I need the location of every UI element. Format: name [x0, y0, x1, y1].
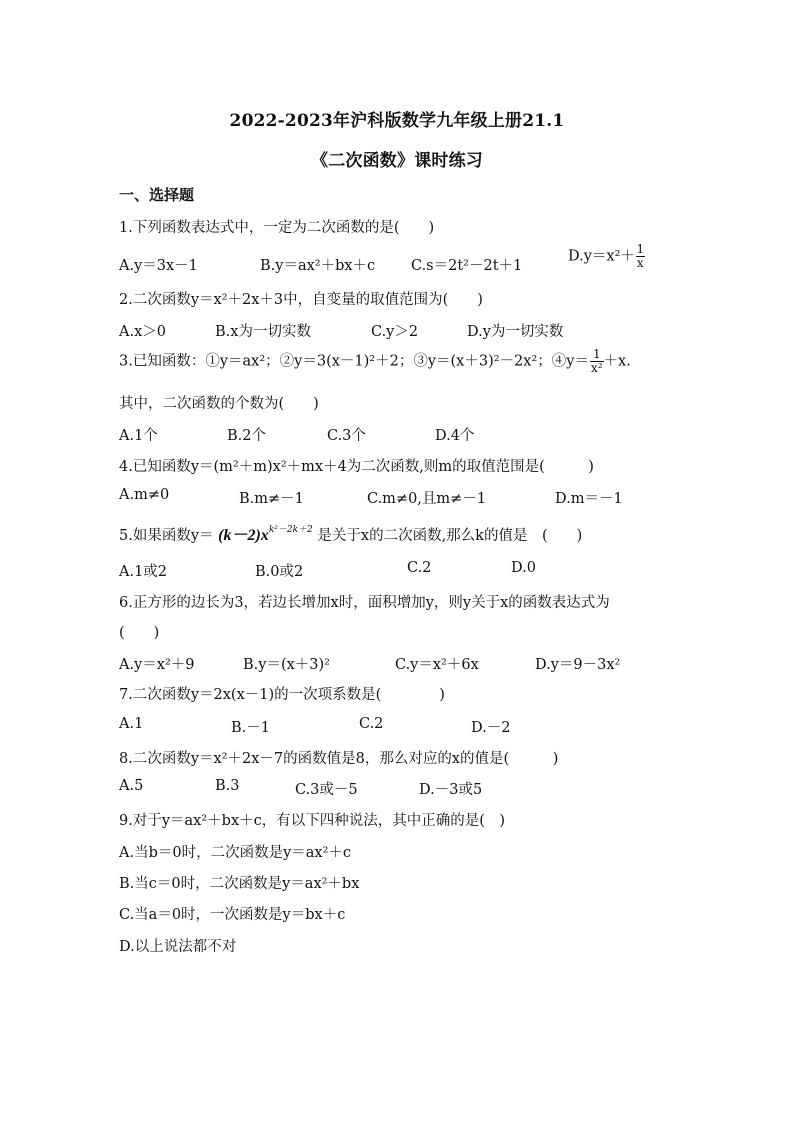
- question-4-option-a: A.m≠0: [119, 487, 170, 503]
- fraction-denominator: x: [636, 256, 644, 270]
- document-title-line2: 《二次函数》课时练习: [311, 151, 483, 171]
- question-3-stem: [119, 348, 631, 375]
- question-3-option-d: D.4个: [435, 428, 475, 444]
- question-5-option-d: D.0: [511, 560, 536, 576]
- question-1-option-c: C.s＝2t²－2t＋1: [411, 258, 523, 274]
- fraction-numerator: 1: [592, 347, 601, 361]
- question-8-option-d: D.－3或5: [419, 782, 483, 798]
- fraction: [590, 348, 604, 375]
- question-5-option-a: A.1或2: [119, 564, 168, 580]
- question-4-option-d: D.m＝－1: [555, 491, 623, 507]
- question-3-stem-prefix: 3.已知函数：①y＝ax²；②y＝3(x－1)²＋2；③y＝(x＋3)²－2x²；④y＝: [119, 353, 589, 370]
- question-6-stem-line2: ( ): [119, 625, 160, 641]
- question-5-stem-suffix: 是关于x的二次函数,那么k的值是 ( ): [317, 528, 583, 544]
- question-2-option-a: A.x＞0: [119, 324, 166, 340]
- question-9-option-b: B.当c＝0时，二次函数是y＝ax²＋bx: [119, 876, 360, 892]
- question-7-option-c: C.2: [359, 716, 384, 732]
- question-2-option-c: C.y＞2: [371, 324, 419, 340]
- question-9-option-a: A.当b＝0时，二次函数是y＝ax²＋c: [119, 845, 352, 861]
- question-9-option-c: C.当a＝0时，一次函数是y＝bx＋c: [119, 907, 346, 923]
- question-7-option-b: B.－1: [231, 720, 270, 736]
- question-6-stem: 6.正方形的边长为3，若边长增加x时，面积增加y，则y关于x的函数表达式为: [119, 595, 610, 611]
- question-5-stem: [119, 522, 582, 545]
- question-6-option-d: D.y＝9－3x²: [535, 657, 621, 673]
- question-1-stem: 1.下列函数表达式中，一定为二次函数的是( ): [119, 220, 435, 236]
- question-7-stem: 7.二次函数y＝2x(x－1)的一次项系数是( ): [119, 687, 445, 703]
- question-1-option-d-prefix: D.y＝x²＋: [568, 248, 635, 265]
- fraction-denominator: x²: [590, 361, 603, 375]
- question-2-option-b: B.x为一切实数: [215, 324, 311, 340]
- question-1-option-a: A.y＝3x－1: [119, 258, 198, 274]
- question-6-option-a: A.y＝x²＋9: [119, 657, 195, 673]
- question-4-stem: 4.已知函数y＝(m²＋m)x²＋mx＋4为二次函数,则m的取值范围是( ): [119, 459, 594, 475]
- fraction: [636, 243, 645, 270]
- section-heading: 一、选择题: [119, 186, 195, 204]
- question-4-option-b: B.m≠－1: [239, 491, 304, 507]
- question-7-option-d: D.－2: [471, 720, 511, 736]
- question-9-option-d: D.以上说法都不对: [119, 939, 237, 955]
- question-3-option-c: C.3个: [327, 428, 366, 444]
- question-1-option-d: [568, 243, 645, 270]
- question-6-option-c: C.y＝x²＋6x: [395, 657, 479, 673]
- question-5-option-b: B.0或2: [255, 564, 304, 580]
- question-3-option-b: B.2个: [227, 428, 266, 444]
- question-5-exponent: k²－2k＋2: [268, 525, 313, 535]
- question-1-option-b: B.y＝ax²＋bx＋c: [260, 258, 376, 274]
- fraction-numerator: 1: [636, 242, 645, 256]
- question-3-option-a: A.1个: [119, 428, 158, 444]
- document-title-line1: 2022-2023年沪科版数学九年级上册21.1: [229, 111, 565, 131]
- question-5-stem-prefix: 5.如果函数y＝: [119, 528, 214, 544]
- question-8-stem: 8.二次函数y＝x²＋2x－7的函数值是8，那么对应的x的值是( ): [119, 751, 559, 767]
- question-2-option-d: D.y为一切实数: [467, 324, 564, 340]
- question-4-option-c: C.m≠0,且m≠－1: [367, 491, 487, 507]
- question-9-stem: 9.对于y＝ax²＋bx＋c，有以下四种说法，其中正确的是( ): [119, 813, 506, 829]
- question-6-option-b: B.y＝(x＋3)²: [243, 657, 330, 673]
- question-3-stem-line2: 其中，二次函数的个数为( ): [119, 396, 319, 412]
- question-8-option-a: A.5: [119, 778, 144, 794]
- question-5-option-c: C.2: [407, 560, 432, 576]
- question-3-stem-suffix: ＋x.: [603, 353, 631, 370]
- question-8-option-b: B.3: [215, 778, 240, 794]
- question-5-expression: (k－2)x: [218, 527, 269, 544]
- question-8-option-c: C.3或－5: [295, 782, 358, 798]
- question-7-option-a: A.1: [119, 716, 144, 732]
- question-2-stem: 2.二次函数y＝x²＋2x＋3中，自变量的取值范围为( ): [119, 292, 483, 308]
